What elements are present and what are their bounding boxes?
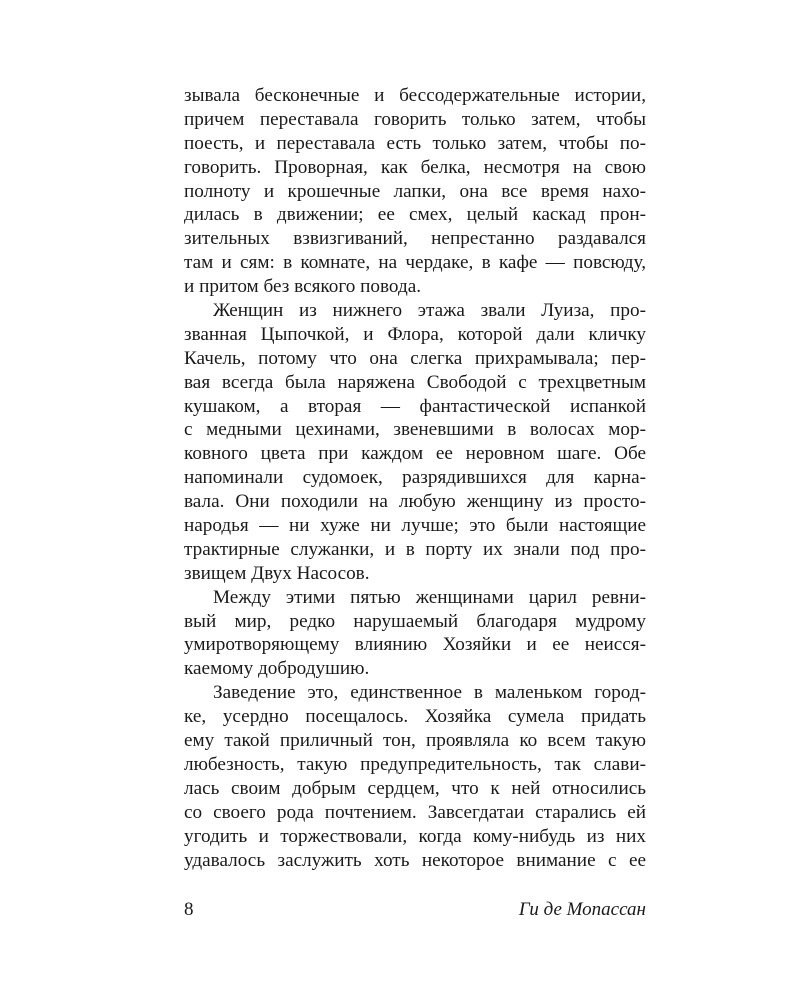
text-line: звищем Двух Насосов.	[184, 562, 370, 584]
text-line: с медными цехинами, звеневшими в волосах мор-	[184, 419, 646, 441]
text-line: каемому добродушию.	[184, 658, 370, 680]
text-line: Качель, потому что она слегка прихрамывала; пер-	[184, 347, 646, 369]
text-line: поесть, и переставала есть только затем, чтобы по-	[184, 132, 646, 154]
page-number: 8	[184, 899, 194, 920]
text-line: вый мир, редко нарушаемый благодаря мудрому	[184, 610, 646, 632]
text-line: ковного цвета при каждом ее неровном шаге. Обе	[184, 443, 646, 465]
running-footer-author: Ги де Мопассан	[518, 899, 646, 920]
text-line: кушаком, а вторая — фантастической испанкой	[184, 395, 646, 417]
text-line: Женщин из нижнего этажа звали Луиза, про-	[213, 300, 646, 322]
text-line: трактирные служанки, и в порту их знали под про-	[184, 538, 646, 560]
text-line: лась своим добрым сердцем, что к ней относились	[184, 777, 646, 799]
text-line: причем переставала говорить только затем, чтобы	[184, 108, 646, 130]
text-line: удавалось заслужить хоть некоторое внимание с ее	[184, 849, 646, 871]
text-line: ему такой приличный тон, проявляла ко всем такую	[184, 730, 646, 752]
text-line: угодить и торжествовали, когда кому-нибудь из них	[184, 825, 646, 847]
text-line: любезность, такую предупредительность, так слави-	[184, 753, 646, 775]
text-line: Заведение это, единственное в маленьком город-	[213, 682, 646, 704]
text-line: говорить. Проворная, как белка, несмотря на свою	[184, 156, 646, 178]
text-line: напоминали судомоек, разрядившихся для карна-	[184, 467, 646, 489]
text-line: там и сям: в комнате, на чердаке, в кафе — повсюду,	[184, 252, 646, 274]
text-line: вала. Они походили на любую женщину из просто-	[184, 491, 646, 513]
text-line: зительных взвизгиваний, непрестанно раздавался	[184, 228, 646, 250]
text-line: и притом без всякого повода.	[184, 276, 422, 298]
text-line: народья — ни хуже ни лучше; это были настоящие	[184, 515, 646, 537]
text-line: умиротворяющему влиянию Хозяйки и ее неисся-	[184, 634, 646, 656]
text-line: со своего рода почтением. Завсегдатаи старались ей	[184, 801, 646, 823]
text-line: полноту и крошечные лапки, она все время нахо-	[184, 180, 646, 202]
text-line: Между этими пятью женщинами царил ревни-	[213, 586, 646, 608]
text-line: вая всегда была наряжена Свободой с трехцветным	[184, 371, 646, 393]
text-line: зывала бесконечные и бессодержательные истории,	[184, 85, 646, 106]
text-line: ке, усердно посещалось. Хозяйка сумела придать	[184, 706, 646, 728]
text-line: дилась в движении; ее смех, целый каскад прон-	[184, 204, 646, 226]
body-text	[184, 84, 646, 872]
text-line: званная Цыпочкой, и Флора, которой дали кличку	[184, 323, 646, 345]
